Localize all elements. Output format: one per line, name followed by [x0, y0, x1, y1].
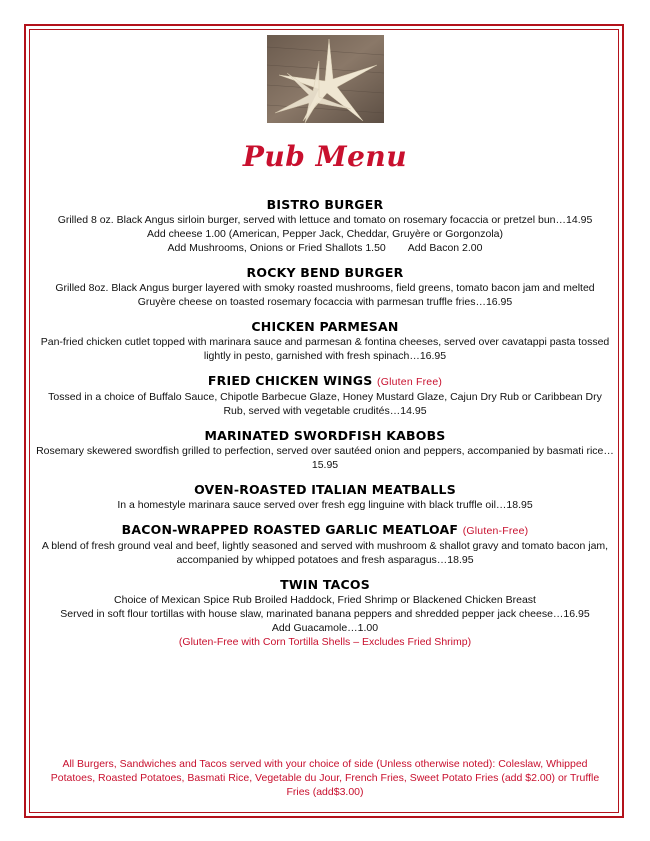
- menu-item-bistro-burger: [36, 198, 614, 255]
- gluten-free-note: (Gluten-Free with Corn Tortilla Shells – Excludes Fried Shrimp): [178, 636, 472, 648]
- menu-item-rocky-bend-burger: [36, 266, 614, 309]
- item-description: In a homestyle marinara sauce served over fresh egg linguine with black truffle oil…18.95: [117, 499, 533, 511]
- item-description: Tossed in a choice of Buffalo Sauce, Chipotle Barbecue Glaze, Honey Mustard Glaze, Cajun Dry Rub or Caribbean Dry Rub, served with vegetable crudités…14.95: [48, 391, 602, 417]
- menu-item-chicken-parmesan: [36, 320, 614, 363]
- gluten-free-tag: (Gluten-Free): [462, 525, 529, 537]
- item-name: FRIED CHICKEN WINGS: [207, 373, 373, 388]
- item-name: BACON-WRAPPED ROASTED GARLIC MEATLOAF: [121, 522, 459, 537]
- item-name: BISTRO BURGER: [266, 197, 384, 212]
- item-addon-guacamole: Add Guacamole…1.00: [271, 622, 379, 634]
- item-description: Pan-fried chicken cutlet topped with marinara sauce and parmesan & fontina cheeses, served over cavatappi pasta tossed lightly in pesto, garnished with fresh spinach…16.95: [40, 336, 610, 362]
- item-description: Rosemary skewered swordfish grilled to perfection, served over sautéed onion and peppers, accompanied by basmati rice…15.95: [36, 445, 614, 471]
- starfish-photo: [267, 35, 384, 123]
- menu-item-swordfish-kabobs: [36, 429, 614, 472]
- item-description: Grilled 8 oz. Black Angus sirloin burger, served with lettuce and tomato on rosemary focaccia or pretzel bun…14.95: [57, 214, 593, 226]
- item-name: OVEN-ROASTED ITALIAN MEATBALLS: [194, 482, 456, 497]
- addon-mushrooms: Add Mushrooms, Onions or Fried Shallots 1.50: [167, 242, 386, 254]
- item-description: Grilled 8oz. Black Angus burger layered with smoky roasted mushrooms, field greens, tomato bacon jam and melted Gruyère cheese on toasted rosemary focaccia with parmesan truffle fries…16.95: [55, 282, 595, 308]
- page-title: Pub Menu: [242, 140, 408, 173]
- item-description: A blend of fresh ground veal and beef, lightly seasoned and served with mushroom & shallot gravy and tomato bacon jam, accompanied by whipped potatoes and fresh asparagus…18.95: [41, 540, 609, 566]
- menu-item-twin-tacos: [36, 578, 614, 649]
- item-name: MARINATED SWORDFISH KABOBS: [204, 428, 446, 443]
- item-addons-row: [36, 241, 614, 255]
- item-name: TWIN TACOS: [280, 577, 370, 592]
- item-description: Choice of Mexican Spice Rub Broiled Haddock, Fried Shrimp or Blackened Chicken Breast: [114, 594, 536, 606]
- menu-item-fried-chicken-wings: [36, 374, 614, 418]
- item-addon-cheese: Add cheese 1.00 (American, Pepper Jack, Cheddar, Gruyère or Gorgonzola): [146, 228, 504, 240]
- item-description-detail: Served in soft flour tortillas with house slaw, marinated banana peppers and shredded pepper jack cheese…16.95: [60, 608, 590, 620]
- item-name: CHICKEN PARMESAN: [251, 319, 399, 334]
- gluten-free-tag: (Gluten Free): [377, 376, 443, 388]
- item-name: ROCKY BEND BURGER: [246, 265, 404, 280]
- sides-footnote: All Burgers, Sandwiches and Tacos served with your choice of side (Unless otherwise noted): Coleslaw, Whipped Potatoes, Roasted Potatoes, Basmati Rice, Vegetable du Jour, French Fries, Sweet Potato Fries (add $2.00) or Truffle Fries (add$3.00): [50, 758, 600, 798]
- menu-item-garlic-meatloaf: [36, 523, 614, 567]
- addon-bacon: Add Bacon 2.00: [407, 242, 483, 254]
- menu-item-italian-meatballs: [36, 483, 614, 512]
- menu-list: [36, 198, 614, 660]
